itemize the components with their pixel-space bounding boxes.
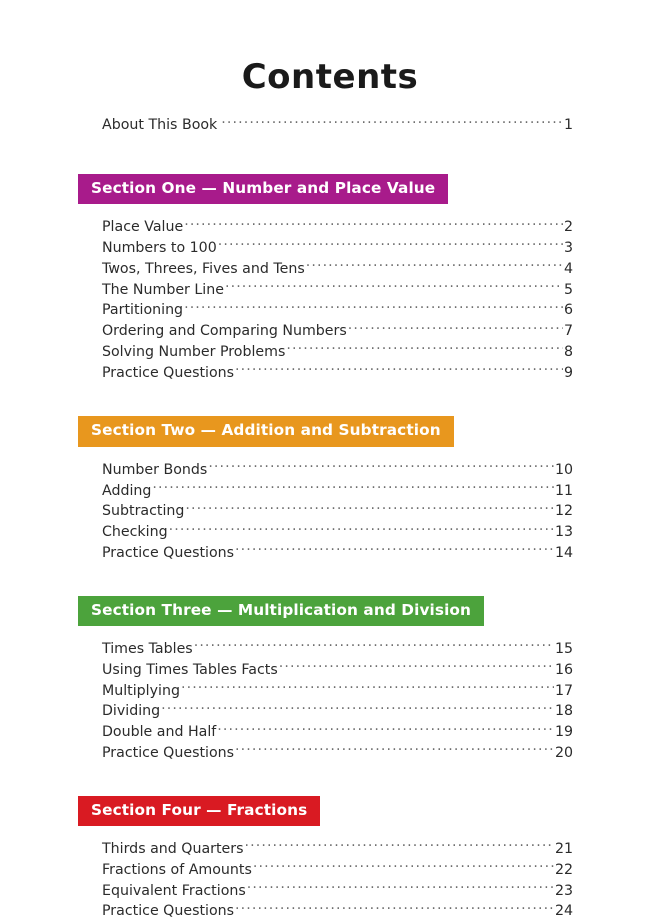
toc-entry-page-number: 20 [554,744,573,761]
section-heading-row [0,416,660,446]
toc-entry-title: About This Book [102,117,218,134]
toc-leader-dots [245,839,554,853]
toc-entry-page-number: 21 [554,841,573,857]
toc-entry[interactable] [102,217,573,238]
section-heading-banner: Section One — Number and Place Value [78,174,448,204]
toc-leader-dots [218,238,563,252]
toc-entry-title: Subtracting [102,503,185,520]
toc-entry-title: Place Value [102,219,184,236]
section-entries [0,839,660,922]
toc-entry[interactable] [102,680,573,701]
toc-leader-dots [194,639,554,653]
toc-entry-title: Times Tables [102,641,193,658]
toc-entry[interactable] [102,238,573,259]
section-heading-banner: Section Three — Multiplication and Division [78,596,484,626]
toc-leader-dots [279,660,554,674]
toc-section [0,174,660,384]
toc-entry-title: Checking [102,524,168,541]
toc-entry-page-number: 12 [554,503,573,520]
toc-entry-title: Adding [102,482,152,499]
toc-entry-title: Number Bonds [102,461,208,478]
toc-entry[interactable] [102,342,573,363]
toc-entry-page-number: 7 [563,323,573,340]
toc-entry-page-number: 10 [554,461,573,478]
toc-entry-page-number: 8 [563,343,573,360]
toc-leader-dots [181,680,554,694]
toc-leader-dots [235,743,554,757]
toc-entry-page-number: 24 [554,903,573,920]
page-title: Contents [241,57,419,97]
toc-leader-dots [161,701,554,715]
toc-entry[interactable] [102,259,573,280]
toc-section [0,416,660,563]
toc-entry-page-number: 13 [554,524,573,541]
toc-leader-dots [235,543,554,557]
toc-leader-dots [247,880,554,894]
toc-entry-page-number: 15 [554,641,573,658]
toc-entry-title: Practice Questions [102,364,235,381]
toc-leader-dots [253,860,554,874]
toc-leader-dots [184,217,563,231]
sections-container [0,174,660,922]
toc-entry-page-number: 11 [554,482,573,499]
toc-entry-page-number: 4 [563,260,573,277]
toc-entry-page-number: 19 [554,724,573,741]
toc-entry-page-number: 16 [554,661,573,678]
toc-entry[interactable] [102,639,573,660]
toc-entry-title: Practice Questions [102,544,235,561]
toc-entry[interactable] [102,363,573,384]
toc-leader-dots [184,300,563,314]
toc-entry-title: Twos, Threes, Fives and Tens [102,260,305,277]
toc-entry[interactable] [102,701,573,722]
toc-leader-dots [208,460,554,474]
toc-entry-title: Partitioning [102,302,184,319]
toc-entry[interactable] [102,722,573,743]
toc-entry-page-number: 23 [554,882,573,899]
toc-entry-page-number: 5 [563,281,573,298]
toc-entry-title: Ordering and Comparing Numbers [102,323,347,340]
toc-entry[interactable] [102,660,573,681]
toc-leader-dots [217,722,554,736]
toc-entry-page-number: 22 [554,861,573,878]
toc-entry[interactable] [102,279,573,300]
toc-entry[interactable] [102,321,573,342]
toc-entry[interactable] [102,480,573,501]
intro-entries [0,115,660,136]
toc-entry-title: Practice Questions [102,744,235,761]
toc-entry-title: Numbers to 100 [102,240,217,257]
toc-entry-title: Equivalent Fractions [102,882,246,899]
section-entries [0,217,660,383]
toc-entry-title: Dividing [102,703,161,720]
section-heading-row [0,796,660,826]
toc-leader-dots [348,321,563,335]
toc-entry-page-number: 9 [563,364,573,381]
toc-section [0,796,660,922]
toc-leader-dots [306,259,563,273]
toc-entry-page-number: 17 [554,682,573,699]
toc-entry[interactable] [102,115,573,136]
toc-entry[interactable] [102,501,573,522]
toc-leader-dots [169,522,554,536]
toc-entry-title: Using Times Tables Facts [102,661,278,678]
section-heading-banner: Section Four — Fractions [78,796,320,826]
toc-entry-title: Fractions of Amounts [102,861,252,878]
section-heading-row [0,596,660,626]
table-of-contents [0,115,660,922]
toc-leader-dots [286,342,563,356]
toc-leader-dots [221,115,561,129]
section-heading-row [0,174,660,204]
toc-entry-page-number: 18 [554,703,573,720]
toc-entry-title: The Number Line [102,281,224,298]
toc-leader-dots [185,501,554,515]
toc-leader-dots [235,901,554,915]
toc-entry[interactable] [102,839,573,860]
toc-entry-title: Practice Questions [102,903,235,920]
toc-entry[interactable] [102,543,573,564]
toc-entry-title: Thirds and Quarters [102,841,244,857]
toc-leader-dots [225,279,563,293]
toc-entry-title: Double and Half [102,724,217,741]
toc-leader-dots [152,480,554,494]
toc-entry-title: Multiplying [102,682,180,699]
toc-entry[interactable] [102,460,573,481]
toc-entry-page-number: 3 [563,240,573,257]
toc-entry[interactable] [102,300,573,321]
section-entries [0,460,660,564]
toc-section [0,596,660,764]
toc-entry[interactable] [102,860,573,881]
toc-entry-page-number: 2 [563,219,573,236]
toc-entry[interactable] [102,880,573,901]
toc-leader-dots [235,363,563,377]
toc-entry-page-number: 1 [563,117,573,134]
toc-entry-title: Solving Number Problems [102,343,286,360]
section-heading-banner: Section Two — Addition and Subtraction [78,416,454,446]
toc-entry[interactable] [102,901,573,922]
toc-entry-page-number: 6 [563,302,573,319]
toc-entry[interactable] [102,522,573,543]
toc-entry[interactable] [102,743,573,764]
toc-entry-page-number: 14 [554,544,573,561]
section-entries [0,639,660,764]
